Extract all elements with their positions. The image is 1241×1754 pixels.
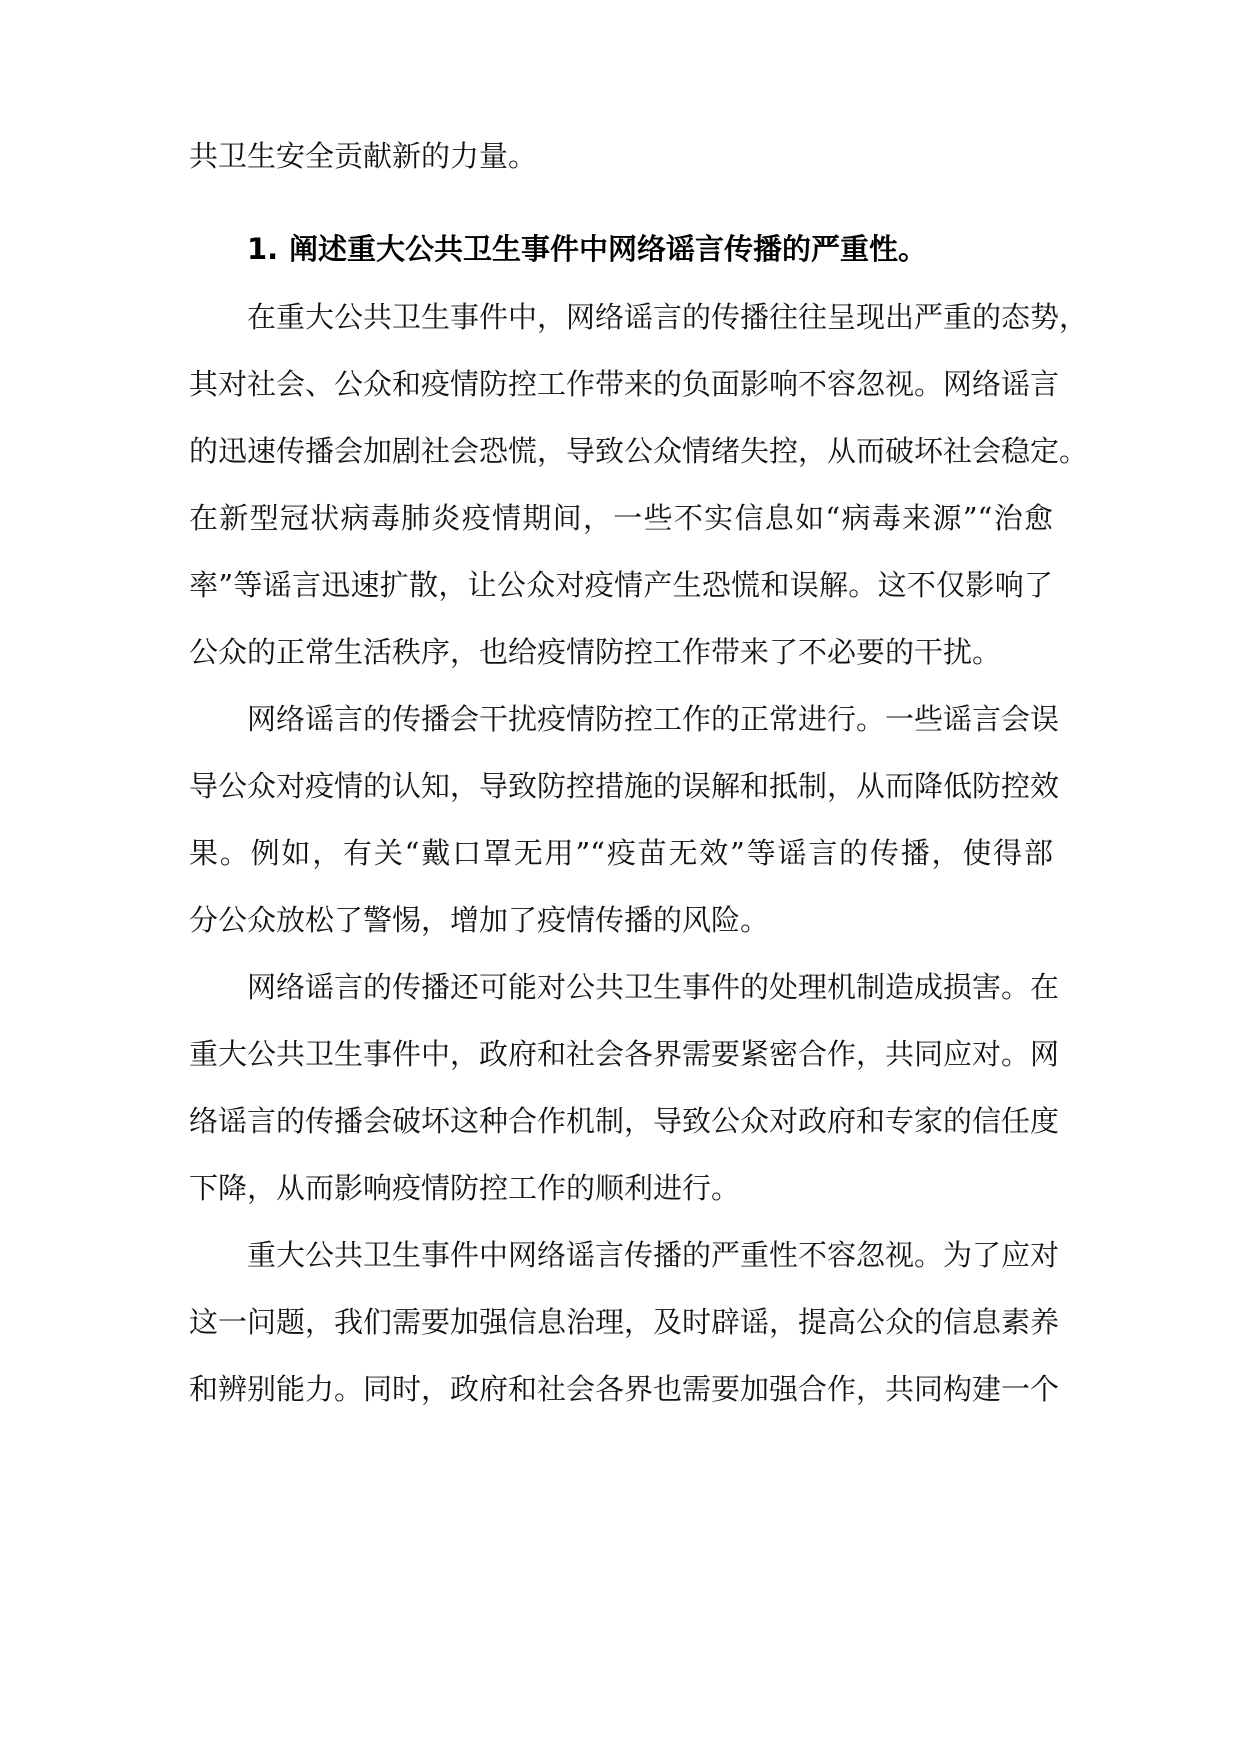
paragraph-line: 在新型冠状病毒肺炎疫情期间，一些不实信息如“病毒来源”“治愈 xyxy=(189,501,1053,535)
paragraph-line: 导公众对疫情的认知，导致防控措施的误解和抵制，从而降低防控效 xyxy=(189,769,1060,803)
paragraph-line: 和辨别能力。同时，政府和社会各界也需要加强合作，共同构建一个 xyxy=(189,1372,1060,1406)
paragraph-line: 公众的正常生活秩序，也给疫情防控工作带来了不必要的干扰。 xyxy=(189,635,1002,669)
paragraph-line: 网络谣言的传播会干扰疫情防控工作的正常进行。一些谣言会误 xyxy=(247,702,1060,736)
section-title: 阐述重大公共卫生事件中网络谣言传播的严重性。 xyxy=(289,232,928,266)
paragraph-line: 的迅速传播会加剧社会恐慌，导致公众情绪失控，从而破坏社会稳定。 xyxy=(189,434,1089,468)
paragraph-line: 重大公共卫生事件中，政府和社会各界需要紧密合作，共同应对。网 xyxy=(189,1037,1060,1071)
paragraph-line: 其对社会、公众和疫情防控工作带来的负面影响不容忽视。网络谣言 xyxy=(189,367,1060,401)
paragraph-line: 分公众放松了警惕，增加了疫情传播的风险。 xyxy=(189,903,770,937)
paragraph-line: 果。例如，有关“戴口罩无用”“疫苗无效”等谣言的传播，使得部 xyxy=(189,836,1053,870)
paragraph-line: 在重大公共卫生事件中，网络谣言的传播往往呈现出严重的态势， xyxy=(247,300,1089,334)
paragraph-line: 络谣言的传播会破坏这种合作机制，导致公众对政府和专家的信任度 xyxy=(189,1104,1060,1138)
paragraph-line: 率”等谣言迅速扩散，让公众对疫情产生恐慌和误解。这不仅影响了 xyxy=(189,568,1053,602)
paragraph-line: 下降，从而影响疫情防控工作的顺利进行。 xyxy=(189,1171,741,1205)
paragraph-line: 共卫生安全贡献新的力量。 xyxy=(189,139,538,173)
section-heading xyxy=(247,229,927,269)
paragraph-line: 重大公共卫生事件中网络谣言传播的严重性不容忽视。为了应对 xyxy=(247,1238,1060,1272)
paragraph-line: 这一问题，我们需要加强信息治理，及时辟谣，提高公众的信息素养 xyxy=(189,1305,1060,1339)
section-number: 1. xyxy=(247,232,279,266)
paragraph-line: 网络谣言的传播还可能对公共卫生事件的处理机制造成损害。在 xyxy=(247,970,1060,1004)
